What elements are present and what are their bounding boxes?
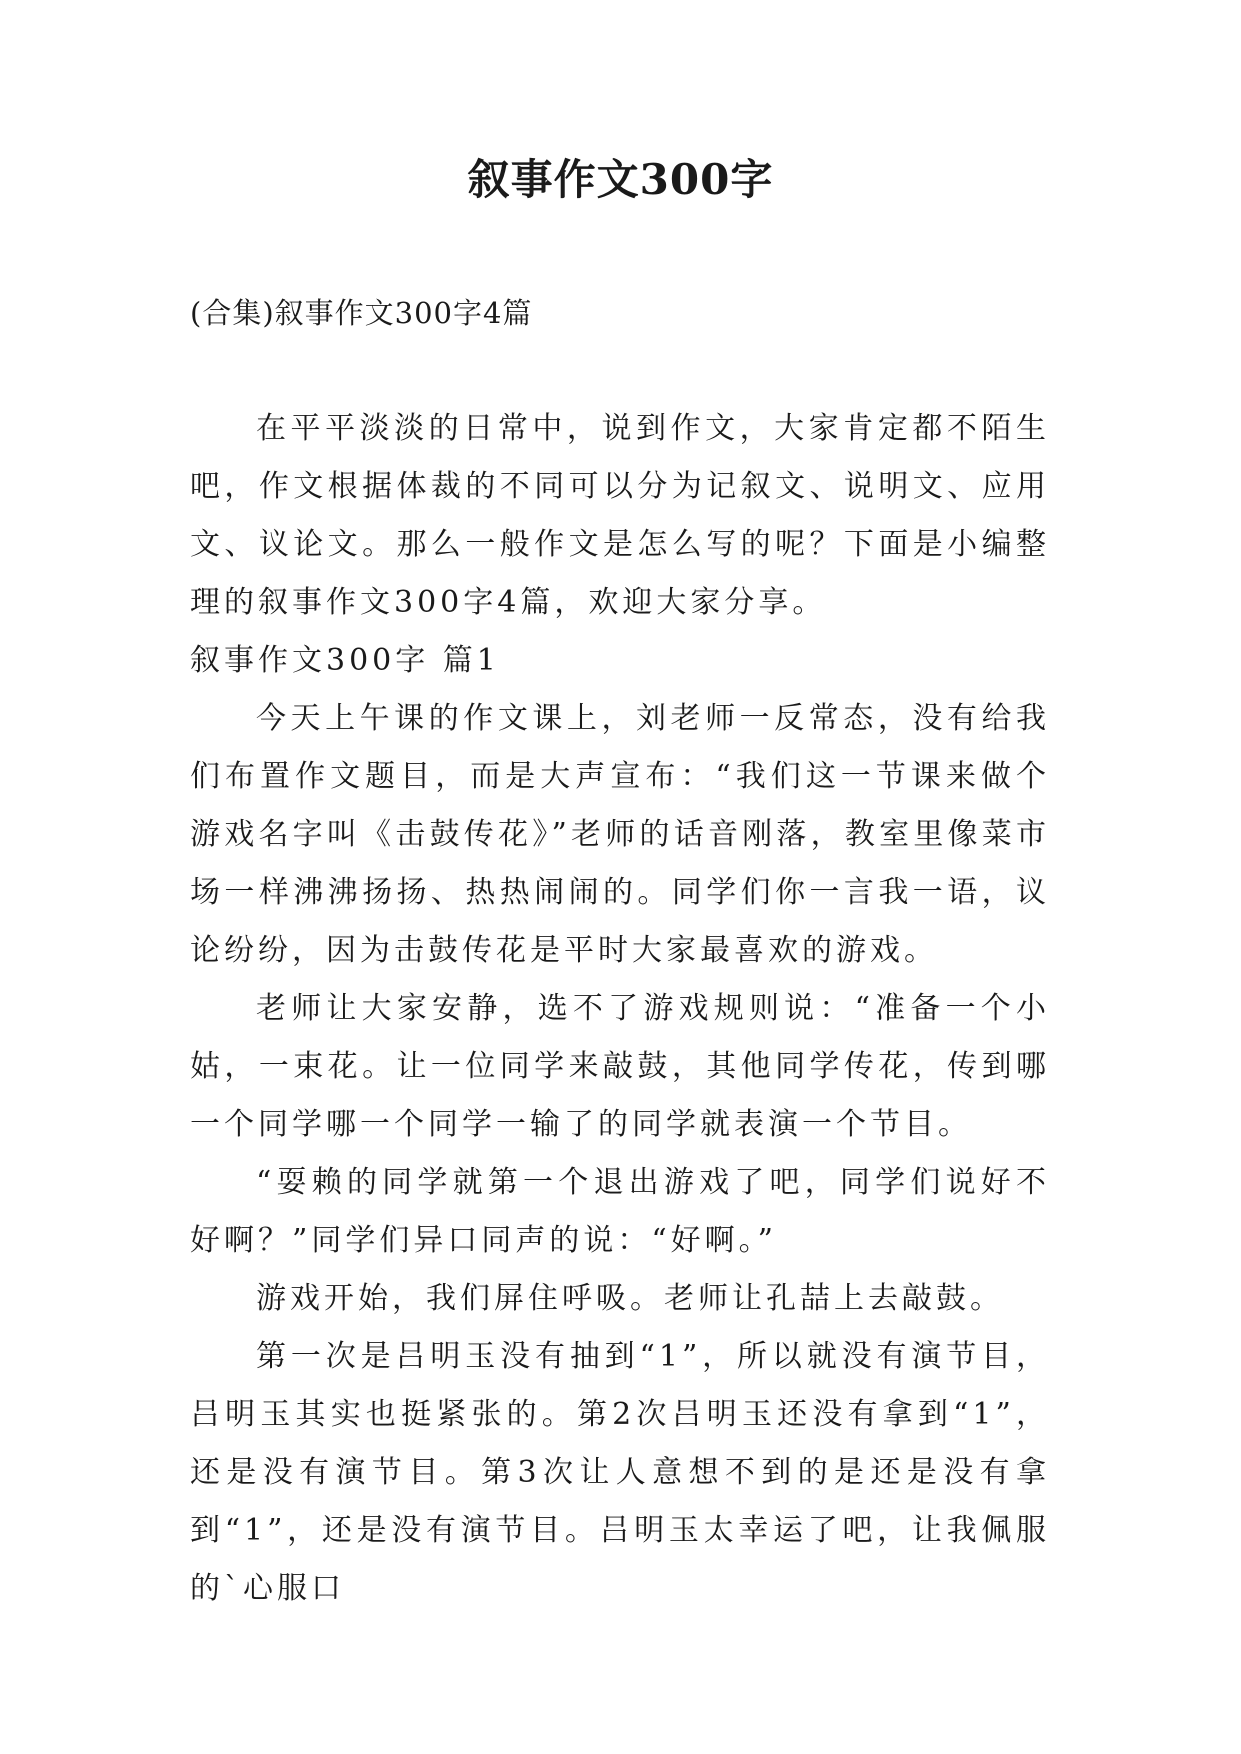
paragraph: 游戏开始，我们屏住呼吸。老师让孔喆上去敲鼓。: [256, 1281, 1004, 1316]
paragraph-intro: 在平平淡淡的日常中，说到作文，大家肯定都不陌生吧，作文根据体裁的不同可以分为记叙文、说明文、应用文、议论文。那么一般作文是怎么写的呢？下面是小编整理的叙事作文300字4篇，欢迎大家分享。: [190, 411, 1050, 620]
document-body: [190, 400, 1050, 1618]
document-subtitle: (合集)叙事作文300字4篇: [190, 296, 533, 330]
paragraph: 第一次是吕明玉没有抽到“1”，所以就没有演节目，吕明玉其实也挺紧张的。第2次吕明玉还没有拿到“1”，还是没有演节目。第3次让人意想不到的是还是没有拿到“1”，还是没有演节目。吕明玉太幸运了吧，让我佩服的`心服口: [190, 1339, 1050, 1606]
paragraph: “耍赖的同学就第一个退出游戏了吧，同学们说好不好啊？”同学们异口同声的说：“好啊。”: [190, 1165, 1050, 1258]
paragraph: 今天上午课的作文课上，刘老师一反常态，没有给我们布置作文题目，而是大声宣布：“我们这一节课来做个游戏名字叫《击鼓传花》”老师的话音刚落，教室里像菜市场一样沸沸扬扬、热热闹闹的。同学们你一言我一语，议论纷纷，因为击鼓传花是平时大家最喜欢的游戏。: [190, 701, 1050, 968]
paragraph: 老师让大家安静，选不了游戏规则说：“准备一个小姑，一束花。让一位同学来敲鼓，其他同学传花，传到哪一个同学哪一个同学一输了的同学就表演一个节目。: [190, 991, 1050, 1142]
section-heading: 叙事作文300字 篇1: [190, 643, 500, 678]
document-title: 叙事作文300字: [467, 155, 774, 204]
